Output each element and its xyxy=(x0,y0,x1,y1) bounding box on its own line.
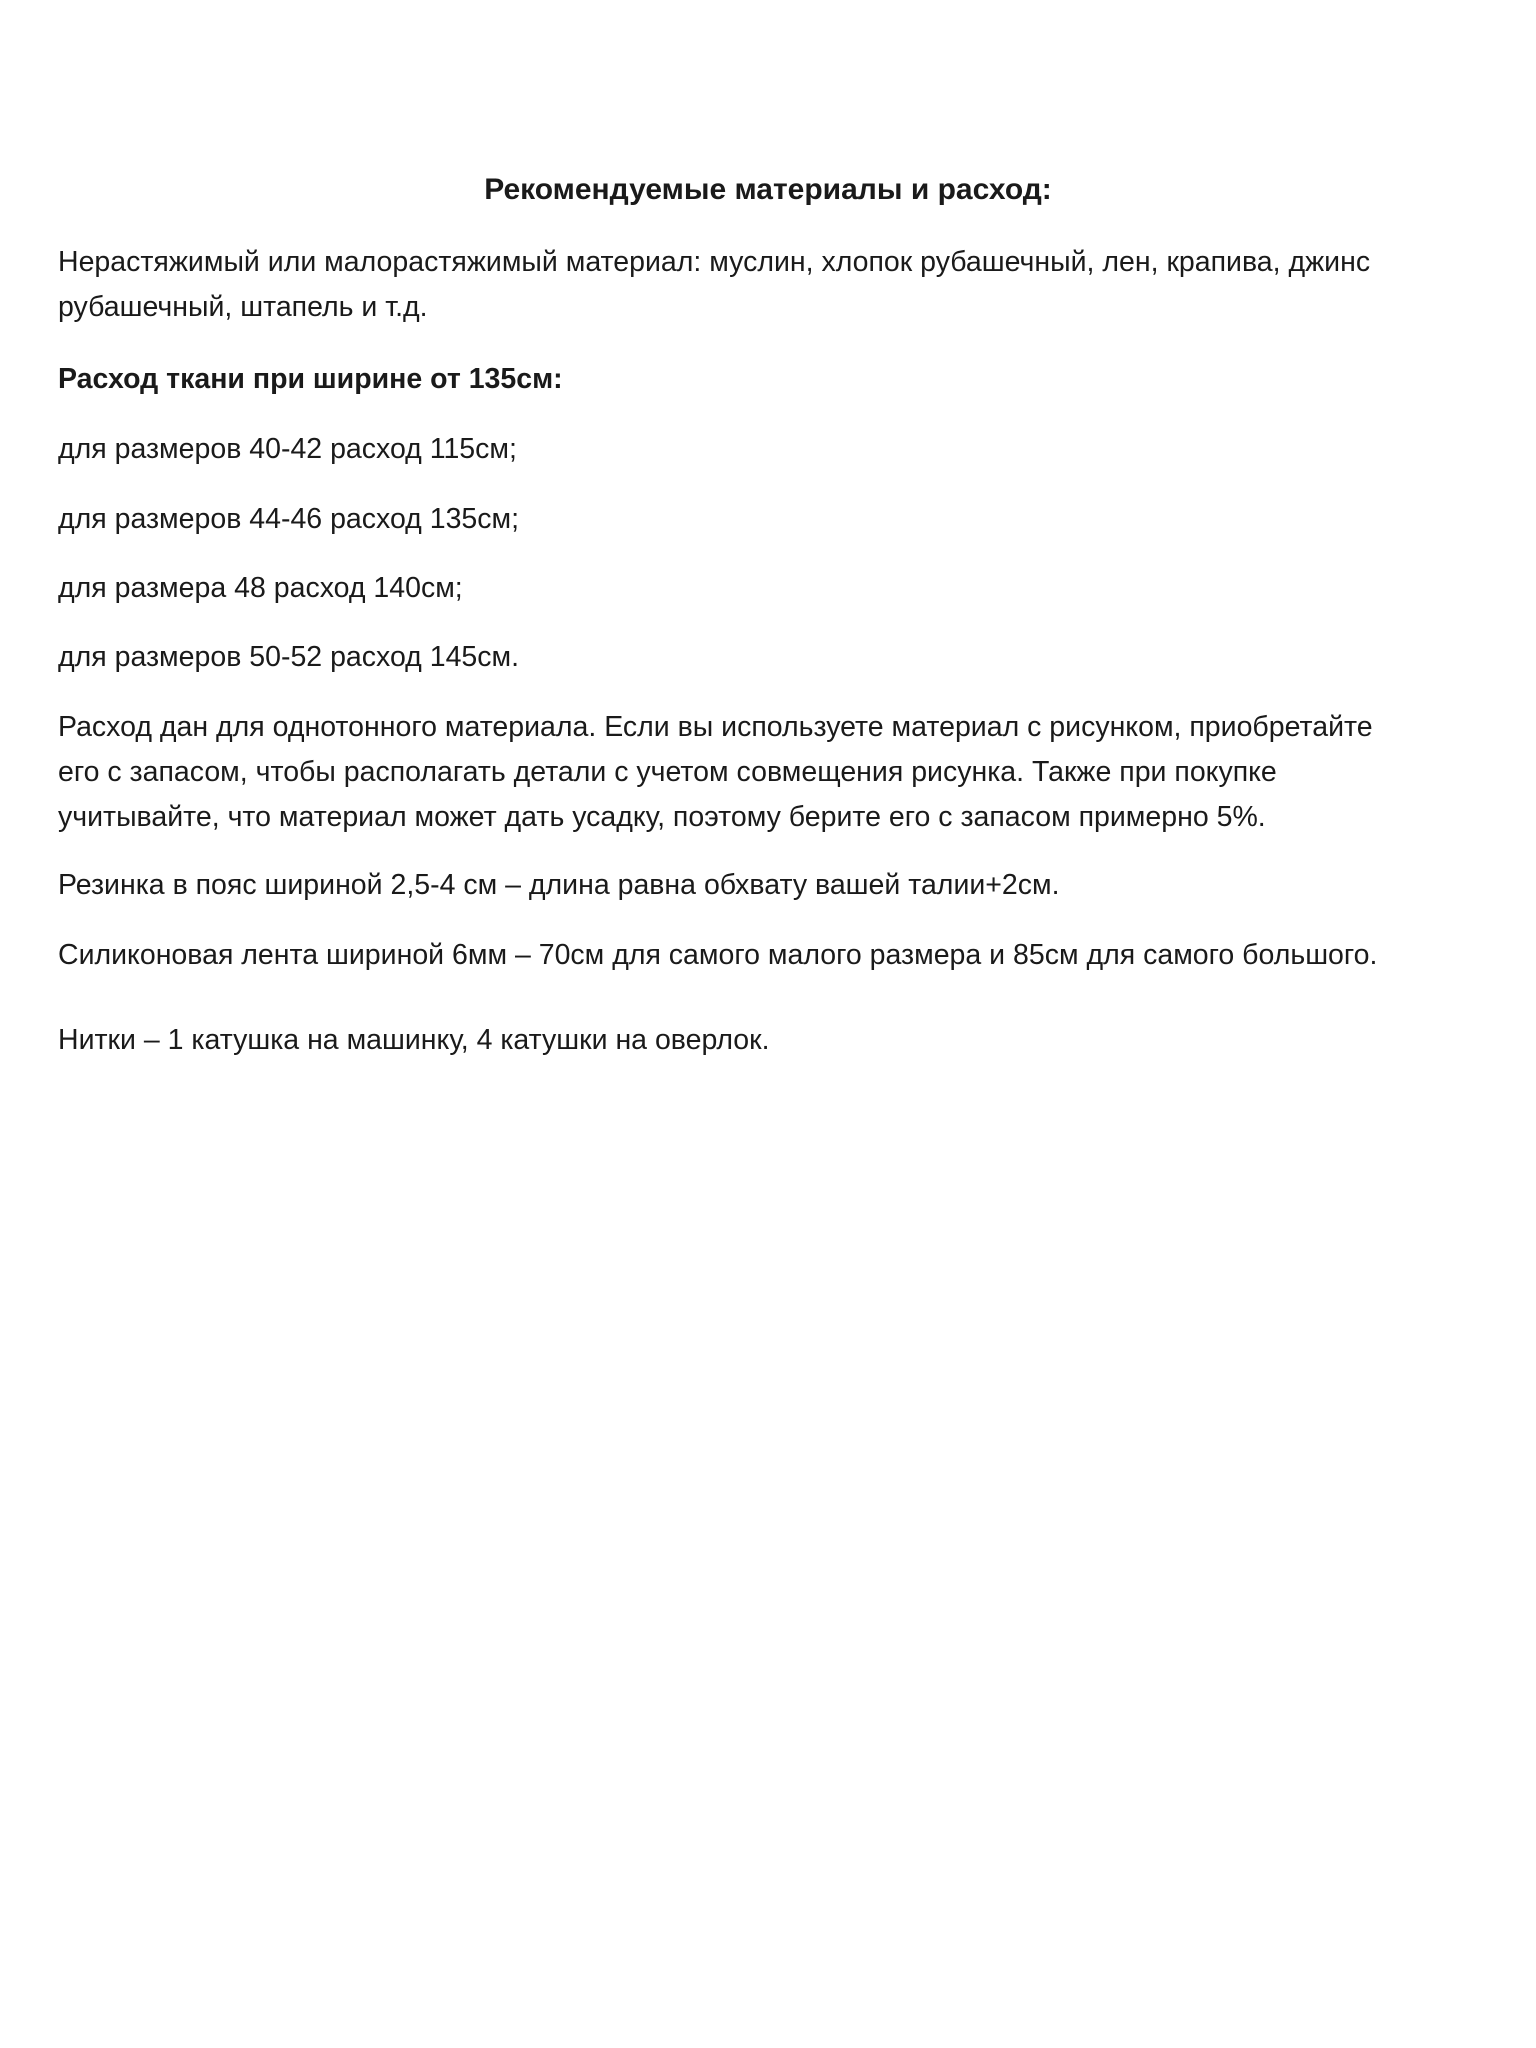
silicone-tape-requirement: Силиконовая лента шириной 6мм – 70см для самого малого размера и 85см для самого большого. xyxy=(58,939,1378,971)
note-line-1: Расход дан для однотонного материала. Если вы используете материал с рисунком, приобретайте xyxy=(58,711,1373,743)
consumption-size-40-42: для размеров 40-42 расход 115см; xyxy=(58,433,517,465)
fabric-consumption-heading: Расход ткани при ширине от 135см: xyxy=(58,363,563,395)
consumption-size-50-52: для размеров 50-52 расход 145см. xyxy=(58,641,520,673)
materials-line-1: Нерастяжимый или малорастяжимый материал: муслин, хлопок рубашечный, лен, крапива, джинс xyxy=(58,246,1371,278)
consumption-size-44-46: для размеров 44-46 расход 135см; xyxy=(58,503,520,535)
materials-paragraph xyxy=(58,240,1498,330)
consumption-size-48: для размера 48 расход 140см; xyxy=(58,572,463,604)
document-title: Рекомендуемые материалы и расход: xyxy=(484,173,1052,206)
print-fabric-note xyxy=(58,705,1498,840)
note-line-3: учитывайте, что материал может дать усадку, поэтому берите его с запасом примерно 5%. xyxy=(58,801,1266,833)
elastic-requirement: Резинка в пояс шириной 2,5-4 см – длина равна обхвату вашей талии+2см. xyxy=(58,869,1060,901)
note-line-2: его с запасом, чтобы располагать детали с учетом совмещения рисунка. Также при покупке xyxy=(58,756,1277,788)
materials-line-2: рубашечный, штапель и т.д. xyxy=(58,291,428,323)
threads-requirement: Нитки – 1 катушка на машинку, 4 катушки на оверлок. xyxy=(58,1024,770,1056)
